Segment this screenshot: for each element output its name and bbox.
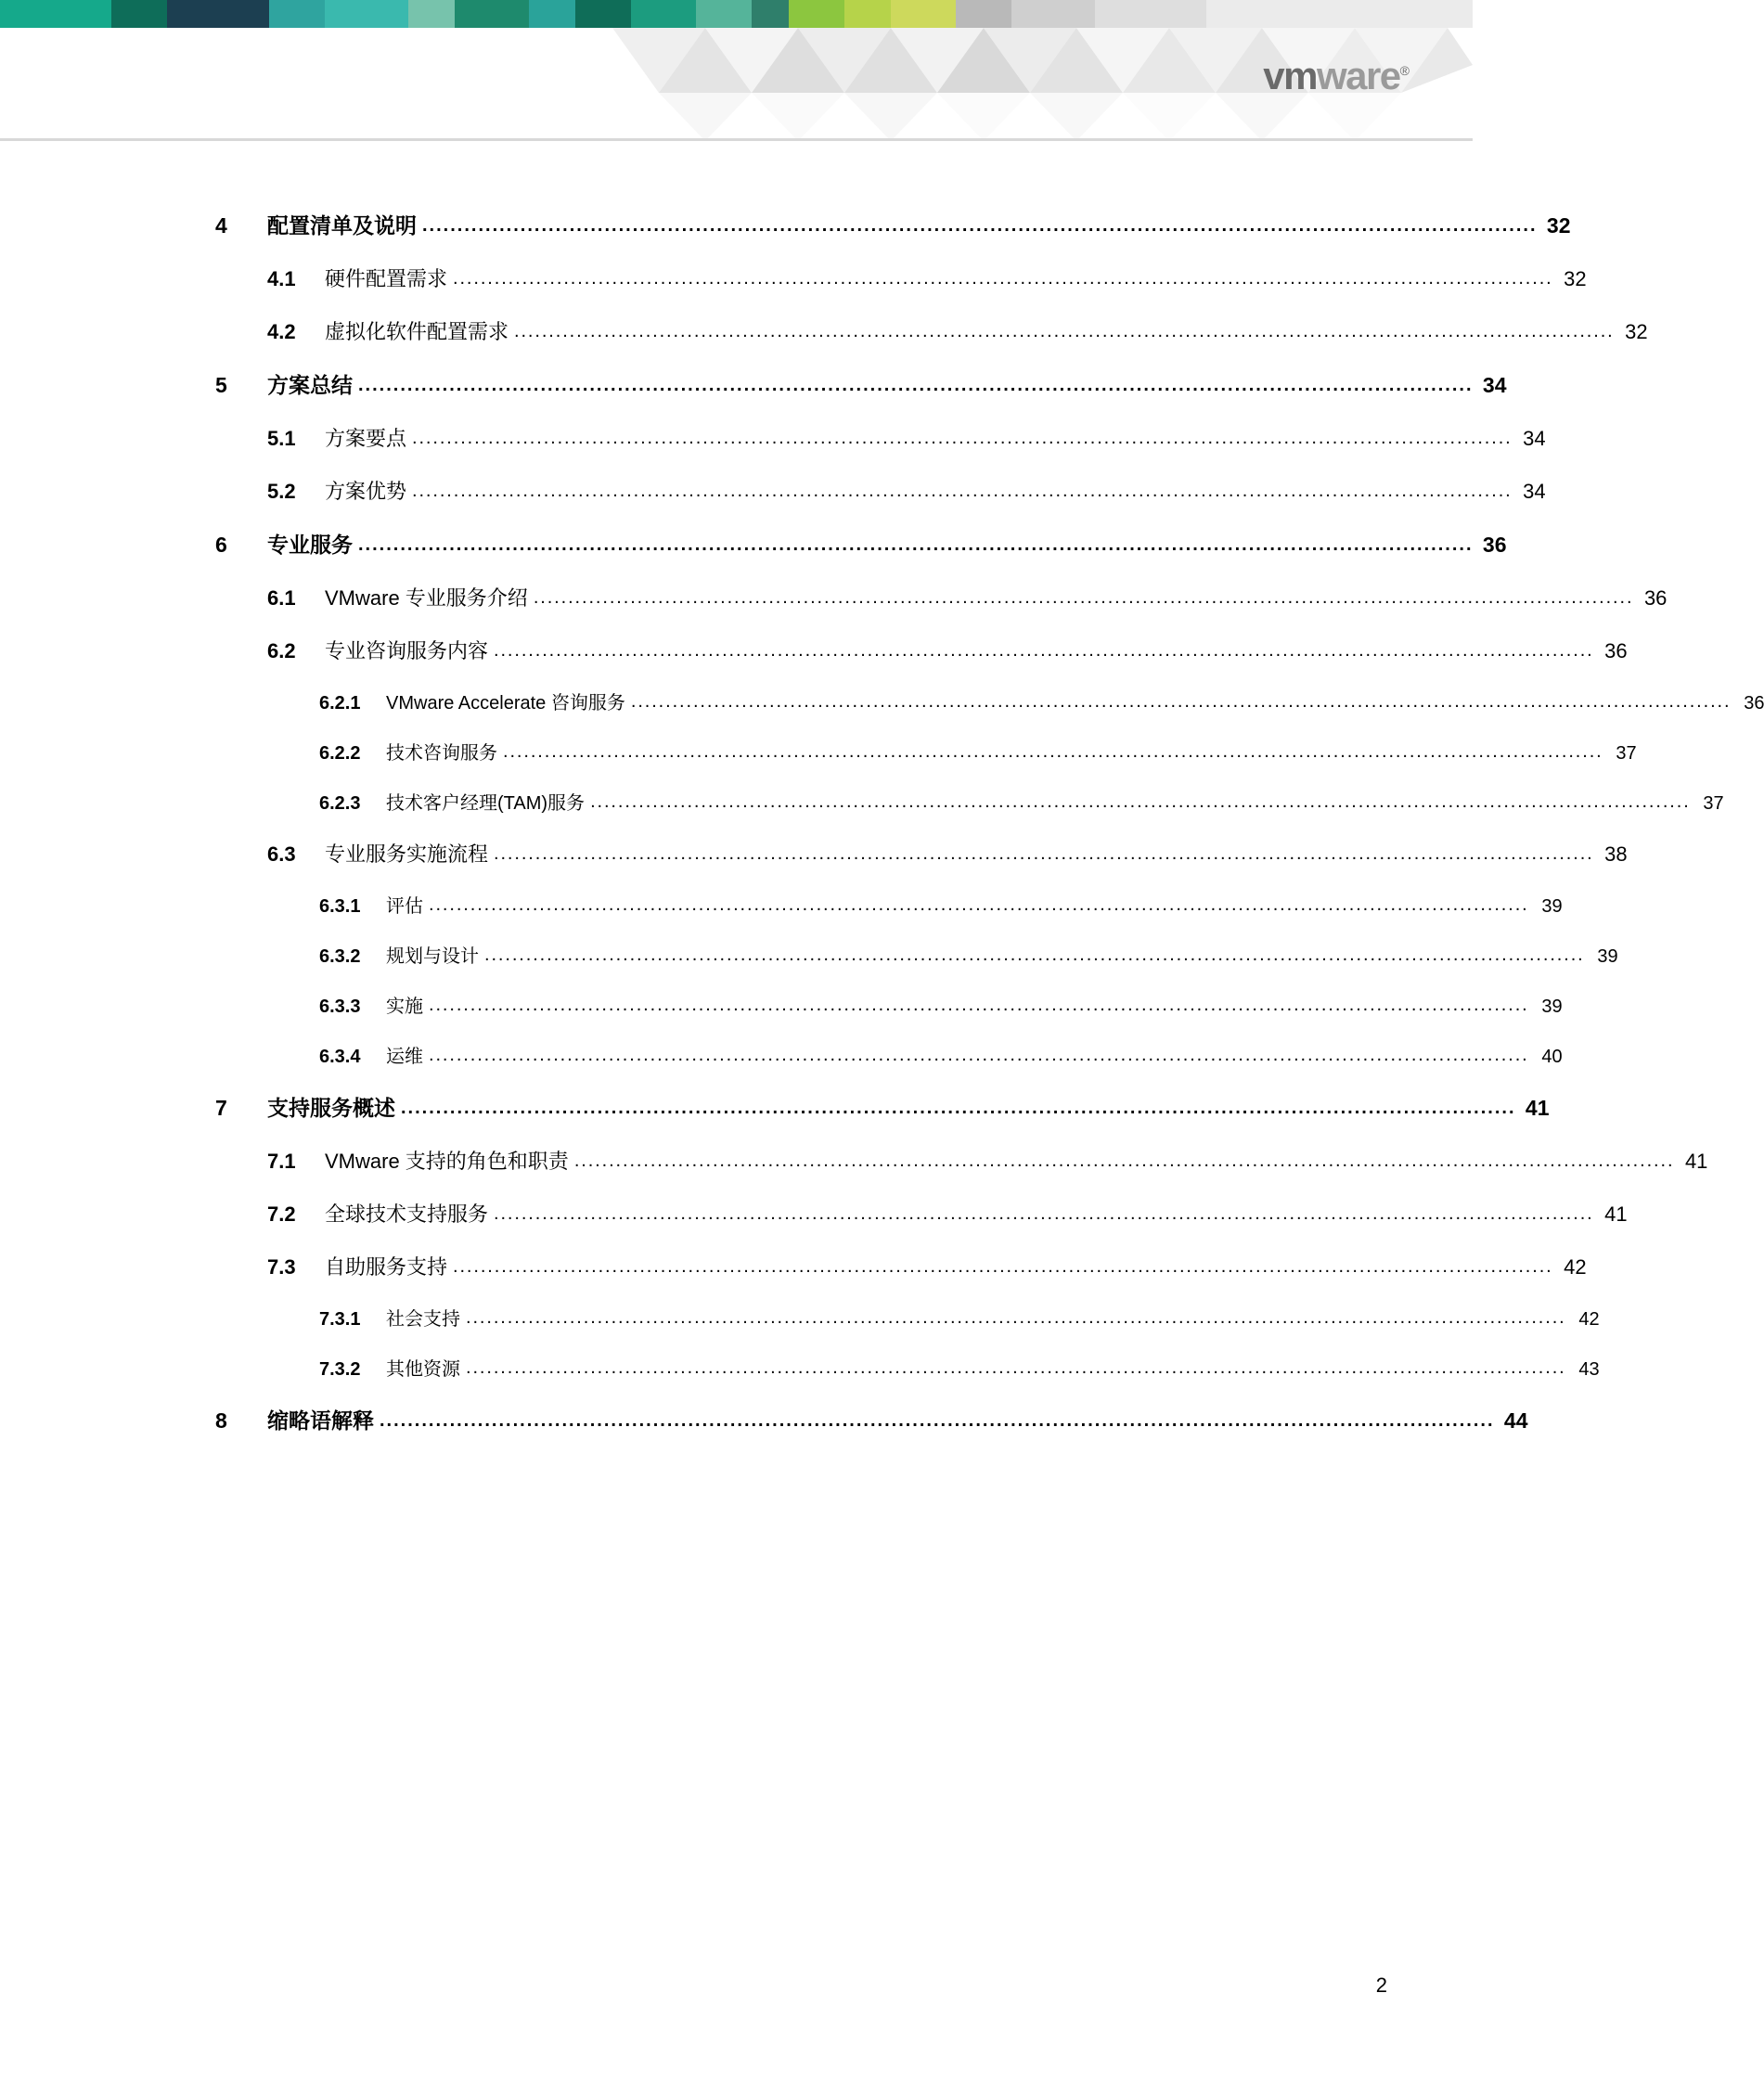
toc-entry[interactable] bbox=[215, 213, 1571, 269]
toc-dot-leader: ............................................................................................................................................................... bbox=[358, 534, 1474, 555]
toc-entry-page: 38 bbox=[1604, 842, 1628, 866]
toc-entry[interactable] bbox=[215, 842, 1628, 897]
toc-entry-page: 34 bbox=[1523, 427, 1546, 450]
toc-entry[interactable] bbox=[215, 945, 1618, 997]
toc-dot-leader: ............................................................................................................................................................... bbox=[466, 1307, 1566, 1328]
toc-entry-number: 4.1 bbox=[267, 267, 296, 290]
toc-entry-title: 方案优势 bbox=[325, 480, 407, 503]
toc-entry-number: 6.3.3 bbox=[319, 996, 361, 1017]
toc-entry-number: 6.2.3 bbox=[319, 793, 361, 814]
toc-entry-title: 缩略语解释 bbox=[267, 1408, 374, 1433]
toc-entry[interactable] bbox=[215, 480, 1546, 534]
toc-entry[interactable] bbox=[215, 1096, 1550, 1151]
toc-entry-title: 评估 bbox=[386, 896, 423, 917]
toc-entry-page: 42 bbox=[1564, 1255, 1587, 1279]
toc-entry-number: 4.2 bbox=[267, 320, 296, 343]
logo-registered-mark: ® bbox=[1399, 63, 1410, 78]
toc-entry-title: 专业服务实施流程 bbox=[325, 842, 489, 866]
toc-entry-number: 6 bbox=[215, 533, 227, 557]
toc-entry-title: 技术咨询服务 bbox=[386, 743, 497, 764]
toc-entry-page: 32 bbox=[1625, 320, 1648, 343]
toc-entry-number: 7.3.2 bbox=[319, 1359, 361, 1380]
toc-entry-title: VMware Accelerate 咨询服务 bbox=[386, 693, 625, 714]
toc-entry-page: 34 bbox=[1482, 373, 1507, 397]
toc-entry[interactable] bbox=[215, 995, 1563, 1048]
toc-entry-number: 6.2 bbox=[267, 639, 296, 662]
toc-entry-number: 6.3 bbox=[267, 842, 296, 866]
toc-dot-leader: ............................................................................................................................................................... bbox=[533, 587, 1634, 608]
page-header bbox=[0, 0, 1473, 141]
table-of-contents bbox=[215, 213, 1764, 1464]
toc-entry[interactable] bbox=[215, 741, 1637, 794]
toc-entry[interactable] bbox=[215, 373, 1507, 429]
toc-entry-page: 32 bbox=[1546, 213, 1571, 238]
toc-entry[interactable] bbox=[215, 791, 1724, 844]
toc-dot-leader: ............................................................................................................................................................... bbox=[380, 1410, 1495, 1431]
header-decoration-triangles bbox=[0, 0, 1473, 141]
toc-entry-page: 42 bbox=[1578, 1309, 1600, 1330]
toc-entry-number: 8 bbox=[215, 1408, 227, 1433]
page-number: 2 bbox=[1375, 1974, 1387, 1997]
toc-entry-page: 36 bbox=[1482, 533, 1507, 557]
toc-entry-page: 32 bbox=[1564, 267, 1587, 290]
toc-entry-page: 44 bbox=[1503, 1408, 1528, 1433]
toc-dot-leader: ............................................................................................................................................................... bbox=[453, 268, 1553, 289]
toc-entry-number: 4 bbox=[215, 213, 227, 238]
toc-entry-page: 36 bbox=[1604, 639, 1628, 662]
toc-entry[interactable] bbox=[215, 1255, 1587, 1310]
toc-dot-leader: ............................................................................................................................................................... bbox=[358, 375, 1474, 395]
toc-dot-leader: ............................................................................................................................................................... bbox=[484, 945, 1585, 965]
toc-dot-leader: ............................................................................................................................................................... bbox=[429, 894, 1529, 915]
toc-entry-page: 36 bbox=[1643, 586, 1667, 610]
toc-dot-leader: ............................................................................................................................................................... bbox=[466, 1357, 1566, 1378]
toc-entry-number: 6.2.1 bbox=[319, 693, 361, 714]
toc-entry-number: 6.3.1 bbox=[319, 896, 361, 917]
toc-entry[interactable] bbox=[215, 894, 1563, 947]
toc-entry-title: VMware 专业服务介绍 bbox=[325, 586, 528, 610]
toc-entry-title: 技术客户经理(TAM)服务 bbox=[386, 793, 586, 814]
toc-entry[interactable] bbox=[215, 1202, 1628, 1257]
toc-entry-number: 5.1 bbox=[267, 427, 296, 450]
toc-entry-title: 全球技术支持服务 bbox=[325, 1202, 489, 1226]
toc-entry[interactable] bbox=[215, 1357, 1600, 1410]
toc-entry[interactable] bbox=[215, 320, 1648, 375]
toc-entry-page: 36 bbox=[1744, 693, 1764, 714]
toc-dot-leader: ............................................................................................................................................................... bbox=[422, 215, 1538, 236]
header-divider bbox=[0, 138, 1473, 141]
toc-entry-title: 社会支持 bbox=[386, 1309, 460, 1330]
toc-entry-page: 39 bbox=[1597, 946, 1618, 967]
toc-entry-number: 6.3.2 bbox=[319, 946, 361, 967]
toc-entry-number: 6.2.2 bbox=[319, 743, 361, 764]
toc-entry-page: 40 bbox=[1541, 1047, 1563, 1067]
toc-entry[interactable] bbox=[215, 691, 1764, 744]
toc-dot-leader: ............................................................................................................................................................... bbox=[429, 1045, 1529, 1065]
toc-entry-page: 41 bbox=[1684, 1150, 1708, 1173]
toc-entry-title: 方案总结 bbox=[267, 373, 353, 397]
toc-entry-number: 6.1 bbox=[267, 586, 296, 610]
toc-entry-title: 专业咨询服务内容 bbox=[325, 639, 489, 662]
toc-dot-leader: ............................................................................................................................................................... bbox=[503, 741, 1603, 762]
logo-text-ware: ware bbox=[1316, 54, 1400, 97]
toc-entry-page: 37 bbox=[1703, 793, 1724, 814]
toc-entry-number: 6.3.4 bbox=[319, 1047, 361, 1067]
toc-dot-leader: ............................................................................................................................................................... bbox=[514, 321, 1615, 341]
toc-dot-leader: ............................................................................................................................................................... bbox=[590, 791, 1691, 812]
toc-entry-number: 7.3.1 bbox=[319, 1309, 361, 1330]
toc-dot-leader: ............................................................................................................................................................... bbox=[494, 640, 1594, 661]
toc-entry-title: 运维 bbox=[386, 1047, 423, 1067]
toc-entry-title: 支持服务概述 bbox=[267, 1096, 395, 1120]
toc-dot-leader: ............................................................................................................................................................... bbox=[412, 481, 1513, 501]
toc-dot-leader: ............................................................................................................................................................... bbox=[401, 1098, 1516, 1118]
toc-entry-page: 41 bbox=[1525, 1096, 1550, 1120]
toc-entry-title: 专业服务 bbox=[267, 533, 353, 557]
toc-entry[interactable] bbox=[215, 267, 1587, 322]
toc-dot-leader: ............................................................................................................................................................... bbox=[573, 1151, 1675, 1171]
toc-entry-page: 37 bbox=[1616, 743, 1637, 764]
toc-entry-title: 方案要点 bbox=[325, 427, 407, 450]
toc-dot-leader: ............................................................................................................................................................... bbox=[494, 1203, 1594, 1224]
toc-dot-leader: ............................................................................................................................................................... bbox=[429, 995, 1529, 1015]
toc-entry-page: 39 bbox=[1541, 996, 1563, 1017]
toc-entry-title: 实施 bbox=[386, 996, 423, 1017]
logo-text-vm: vm bbox=[1263, 54, 1317, 97]
toc-dot-leader: ............................................................................................................................................................... bbox=[453, 1256, 1553, 1277]
toc-entry-page: 41 bbox=[1604, 1202, 1628, 1226]
toc-entry[interactable] bbox=[215, 1307, 1600, 1360]
toc-entry-page: 39 bbox=[1541, 896, 1563, 917]
toc-entry-title: 其他资源 bbox=[386, 1359, 460, 1380]
toc-entry-title: 自助服务支持 bbox=[325, 1255, 448, 1279]
toc-entry-title: 硬件配置需求 bbox=[325, 267, 448, 290]
toc-entry-number: 5 bbox=[215, 373, 227, 397]
toc-dot-leader: ............................................................................................................................................................... bbox=[630, 691, 1732, 712]
toc-dot-leader: ............................................................................................................................................................... bbox=[412, 428, 1513, 448]
toc-entry-title: 规划与设计 bbox=[386, 946, 479, 967]
toc-entry[interactable] bbox=[215, 533, 1507, 588]
toc-entry-page: 43 bbox=[1578, 1359, 1600, 1380]
toc-entry-number: 7.2 bbox=[267, 1202, 296, 1226]
toc-entry-title: 虚拟化软件配置需求 bbox=[325, 320, 509, 343]
toc-entry[interactable] bbox=[215, 586, 1667, 641]
toc-entry[interactable] bbox=[215, 639, 1628, 694]
toc-entry[interactable] bbox=[215, 1408, 1528, 1464]
toc-entry-number: 7 bbox=[215, 1096, 227, 1120]
toc-dot-leader: ............................................................................................................................................................... bbox=[494, 843, 1594, 864]
toc-entry-number: 7.3 bbox=[267, 1255, 296, 1279]
toc-entry-number: 5.2 bbox=[267, 480, 296, 503]
toc-entry-title: VMware 支持的角色和职责 bbox=[325, 1150, 569, 1173]
toc-entry[interactable] bbox=[215, 427, 1546, 482]
vmware-logo bbox=[1263, 54, 1410, 98]
toc-entry[interactable] bbox=[215, 1045, 1563, 1098]
toc-entry[interactable] bbox=[215, 1150, 1708, 1204]
toc-entry-page: 34 bbox=[1523, 480, 1546, 503]
toc-entry-number: 7.1 bbox=[267, 1150, 296, 1173]
toc-entry-title: 配置清单及说明 bbox=[267, 213, 417, 238]
